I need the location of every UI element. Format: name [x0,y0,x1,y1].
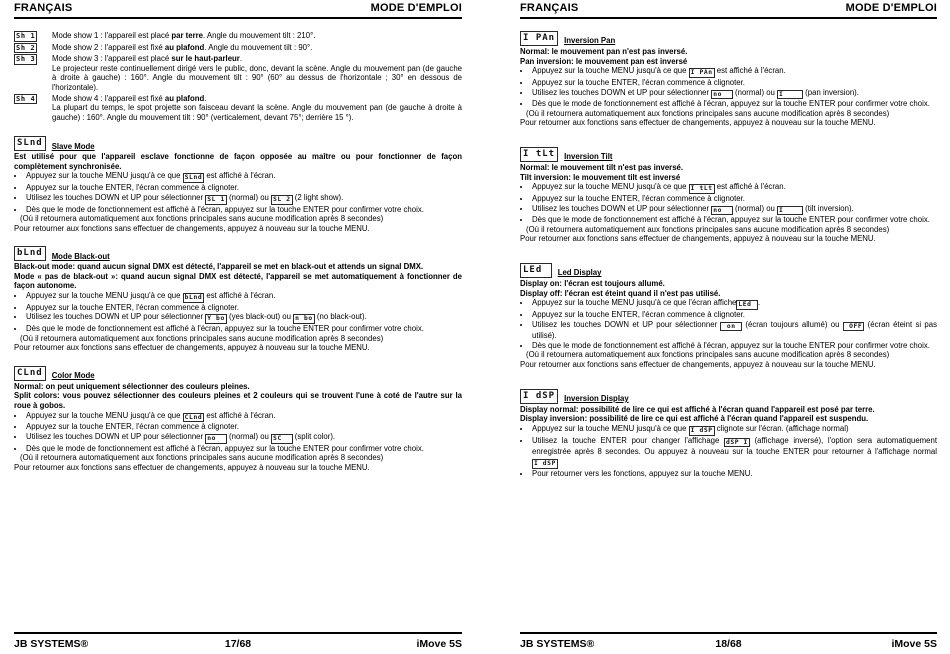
note-paragraph: (Où il retournera automatiquement aux fonctions principales sans aucune modification après 8 secondes) [526,224,890,234]
show-modes-list [14,31,462,122]
section-inversion-display [520,389,937,479]
bullet-item: • Appuyez sur la touche ENTER, l'écran commence à clignoter. [25,183,462,193]
bullet-item: • Appuyez sur la touche MENU jusqu'à ce que I tLt est affiché à l'écran. [531,182,937,194]
bullet-item: • Pour retourner vers les fonctions, appuyez sur la touche MENU. [531,469,937,479]
lcd-code: SLnd [184,174,203,182]
footer-brand: JB SYSTEMS® [520,638,595,650]
outro-paragraph: Pour retourner aux fonctions sans effectuer de changements, appuyez à nouveau sur la touche MENU. [520,234,876,244]
bullet-item: • Utilisez les touches DOWN et UP pour sélectionner SL 1 (normal) ou SL 2 (2 light show). [25,193,462,205]
section-color-mode [14,366,462,473]
lcd-code-clnd: CLnd [14,366,46,381]
lcd-code: SL 1 [207,195,225,203]
intro-paragraph: Display inversion: possibilité de lire ce qui est affiché à l'écran quand l'appareil est suspendu. [520,414,869,424]
intro-paragraph: Split colors: vous pouvez sélectionner des couleurs pleines et 2 couleurs qui se trouvent l'une à coté de l'autre sur la roue à gobos. [14,391,462,411]
footer-page-number: 18/68 [715,638,742,650]
lcd-code: on [722,322,741,330]
bullet-item: • Dès que le mode de fonctionnement est affiché à l'écran, appuyez sur la touche ENTER pour confirmer votre choix. [25,444,462,454]
lcd-code-sh2: Sh 2 [16,43,36,52]
bullet-item: • Appuyez sur la touche ENTER, l'écran commence à clignoter. [531,310,937,320]
lcd-code: I tLt [690,185,713,193]
bullet-item: • Appuyez sur la touche MENU jusqu'à ce que I dSP clignote sur l'écran. (affichage normal) [531,424,937,436]
bullet-item: • Dès que le mode de fonctionnement est affiché à l'écran, appuyez sur la touche ENTER pour confirmer votre choix. [25,205,462,215]
bullet-item: • Appuyez sur la touche MENU jusqu'à ce que bLnd est affiché à l'écran. [25,291,462,303]
page-footer [520,632,937,650]
lcd-code: n bo [295,315,313,323]
page-right [520,0,937,654]
bullet-item: • Utilisez les touches DOWN et UP pour sélectionner Y bo (yes black-out) ou n bo (no black-out). [25,312,462,324]
show-mode-item [14,43,462,54]
section-title: Color Mode [51,371,95,381]
show-mode-text: Mode show 3 : l'appareil est placé sur le haut-parleur. [52,54,243,64]
bullet-item: • Appuyez sur la touche MENU jusqu'à ce que l'écran affiche LEd . [531,298,937,310]
bullet-item: • Dès que le mode de fonctionnement est affiché à l'écran, appuyez sur la touche ENTER pour confirmer votre choix. [531,341,937,351]
header-title: MODE D'EMPLOI [845,2,937,14]
section-slave-mode [14,136,462,233]
section-title: Inversion Tilt [564,152,613,162]
bullet-item: • Utilisez les touches DOWN et UP pour sélectionner no (normal) ou I (pan inversion). [531,88,937,100]
footer-product: iMove 5S [416,638,462,650]
section-title: Inversion Display [564,394,629,404]
lcd-code-slnd: SLnd [14,136,46,151]
outro-paragraph: Pour retourner aux fonctions sans effectuer de changements, appuyez à nouveau sur la touche MENU. [14,343,370,353]
intro-paragraph: Black-out mode: quand aucun signal DMX est détecté, l'appareil se met en black-out et attends un signal DMX. [14,262,424,272]
lcd-code-sh1: Sh 1 [16,32,36,40]
footer-product: iMove 5S [891,638,937,650]
note-paragraph: (Où il retournera automatiquement aux fonctions principales sans aucune modification après 8 secondes) [526,108,890,118]
footer-page-number: 17/68 [224,638,252,650]
bullet-item: • Dès que le mode de fonctionnement est affiché à l'écran, appuyez sur la touche ENTER pour confirmer votre choix. [531,99,937,109]
section-title: Mode Black-out [51,251,110,261]
lcd-code: bLnd [184,294,203,302]
lcd-code: no [207,434,225,442]
page-header [14,0,462,19]
bullet-item: • Dès que le mode de fonctionnement est affiché à l'écran, appuyez sur la touche ENTER pour confirmer votre choix. [531,215,937,225]
lcd-code: LEd [738,301,756,309]
show-mode-continuation: Le projecteur reste continuellement dirigé vers le public, donc, devant la scène. Angle du mouvement pan (de gauche à droite à gauche) : 160°. Angle du mouvement tilt : 90° (60° au dessus de l'horizontale ; 30° en dessous de l'horizontale). [52,63,462,92]
intro-paragraph: Mode « pas de black-out »: quand aucun signal DMX est détecté, l'appareil se met automatiquement à fonctionner de façon autonome. [14,271,462,291]
bullet-item: • Utilisez les touches DOWN et UP pour sélectionner no (normal) ou SC (split color). [25,432,462,444]
note-paragraph: (Où il retournera automatiquement aux fonctions principales sans aucune modification après 8 secondes) [20,453,384,463]
lcd-code: SC [273,434,291,442]
intro-paragraph: Normal: le mouvement tilt n'est pas inversé. [520,163,684,173]
page-footer [14,632,462,650]
lcd-code: I [779,206,802,214]
lcd-code-ipan: I PAn [520,31,558,46]
instruction-list [520,66,937,109]
bullet-item: • Appuyez sur la touche MENU jusqu'à ce que SLnd est affiché à l'écran. [25,171,462,183]
lcd-code: OFF [844,322,863,330]
lcd-code: Y bo [207,315,225,323]
intro-paragraph: Normal: on peut uniquement sélectionner des couleurs pleines. [14,381,250,391]
lcd-code: I [779,90,802,98]
section-title: Led Display [557,268,602,278]
section-title: Inversion Pan [564,36,616,46]
section-title: Slave Mode [51,141,95,151]
outro-paragraph: Pour retourner aux fonctions sans effectuer de changements, appuyez à nouveau sur la touche MENU. [14,223,370,233]
section-inversion-tilt [520,147,937,244]
lcd-code-sh4: Sh 4 [16,94,36,103]
page-left [14,0,462,654]
header-language-label: FRANÇAIS [14,2,73,14]
lcd-code: I PAn [690,69,713,77]
lcd-code: I dSP [690,426,713,434]
header-title: MODE D'EMPLOI [370,2,462,14]
bullet-item: • Appuyez sur la touche ENTER, l'écran commence à clignoter. [25,303,462,313]
intro-paragraph: Display normal: possibilité de lire ce qui est affiché à l'écran quand l'appareil est posé par terre. [520,404,875,414]
bullet-item: • Appuyez sur la touche ENTER, l'écran commence à clignoter. [25,422,462,432]
instruction-list [520,424,937,478]
show-mode-item [14,54,462,92]
intro-paragraph: Pan inversion: le mouvement pan est inversé [520,56,688,66]
note-paragraph: (Où il retournera automatiquement aux fonctions principales sans aucune modification après 8 secondes) [20,333,384,343]
lcd-code: dSP I [725,438,748,446]
page-header [520,0,937,19]
bullet-item: • Utilisez les touches DOWN et UP pour sélectionner no (normal) ou I (tilt inversion). [531,204,937,216]
section-led-display [520,263,937,370]
bullet-item: • Appuyez sur la touche ENTER, l'écran commence à clignoter. [531,78,937,88]
intro-paragraph: Display on: l'écran est toujours allumé. [520,279,665,289]
lcd-code: SL 2 [273,195,291,203]
lcd-code-blnd: bLnd [14,246,46,261]
note-paragraph: (Où il retournera automatiquement aux fonctions principales sans aucune modification après 8 secondes) [20,214,384,224]
page-content [14,19,462,472]
show-mode-text: Mode show 4 : l'appareil est fixé au plafond. [52,93,207,103]
bullet-item: • Dès que le mode de fonctionnement est affiché à l'écran, appuyez sur la touche ENTER pour confirmer votre choix. [25,324,462,334]
instruction-list [520,298,937,350]
intro-paragraph: Est utilisé pour que l'appareil esclave fonctionne de façon opposée au maître ou pour fonctionner de façon complètement synchronisée. [14,152,462,171]
outro-paragraph: Pour retourner aux fonctions sans effectuer de changements, appuyez à nouveau sur la touche MENU. [520,118,876,128]
bullet-item: • Utilisez les touches DOWN et UP pour sélectionner on (écran toujours allumé) ou OFF (écran éteint si pas utilisé). [531,320,937,341]
lcd-code-idsp: I dSP [520,389,558,404]
lcd-code: no [713,206,731,214]
bullet-item: • Appuyez sur la touche MENU jusqu'à ce que I PAn est affiché à l'écran. [531,66,937,78]
outro-paragraph: Pour retourner aux fonctions sans effectuer de changements, appuyez à nouveau sur la touche MENU. [14,462,370,472]
lcd-code: CLnd [184,413,203,421]
show-mode-item [14,31,462,42]
instruction-list [14,291,462,334]
footer-brand: JB SYSTEMS® [14,638,89,650]
section-blackout-mode [14,246,462,353]
instruction-list [520,182,937,225]
show-mode-text: Mode show 2 : l'appareil est fixé au plafond. Angle du mouvement tilt : 90°. [52,42,313,52]
show-mode-continuation: La plupart du temps, le spot projette son faisceau devant la scène. Angle du mouvement pan (de gauche à droite à gauche) : 160°. Angle du mouvement tilt : 90° (verticalement, devant 75°; derrière 15 °). [52,103,462,122]
bullet-item: • Appuyez sur la touche ENTER, l'écran commence à clignoter. [531,194,937,204]
section-inversion-pan [520,31,937,128]
lcd-code: no [713,90,731,98]
bullet-item: • Appuyez sur la touche MENU jusqu'à ce que CLnd est affiché à l'écran. [25,411,462,423]
intro-paragraph: Tilt inversion: le mouvement tilt est inversé [520,172,681,182]
bullet-item: • Utilisez la touche ENTER pour changer l'affichage dSP I (affichage inversé), l'option sera automatiquement enregistrée après 8 secondes. Ou appuyez à nouveau sur la touche ENTER pour retourner à l'affichage normal I dSP [531,436,937,469]
lcd-code-sh3: Sh 3 [16,55,36,64]
lcd-code-itlt: I tLt [520,147,558,162]
instruction-list [14,411,462,454]
page-content [520,19,937,478]
lcd-code: I dSP [534,459,556,467]
outro-paragraph: Pour retourner aux fonctions sans effectuer de changements, appuyez à nouveau sur la touche MENU. [520,360,876,369]
show-mode-text: Mode show 1 : l'appareil est placé par terre. Angle du mouvement tilt : 210°. [52,31,316,40]
instruction-list [14,171,462,214]
note-paragraph: (Où il retournera automatiquement aux fonctions principales sans aucune modification après 8 secondes) [526,350,890,360]
intro-paragraph: Display off: l'écran est éteint quand il n'est pas utilisé. [520,288,721,298]
header-language-label: FRANÇAIS [520,2,579,14]
lcd-code-led: LEd [520,263,552,278]
show-mode-item [14,94,462,123]
intro-paragraph: Normal: le mouvement pan n'est pas inversé. [520,47,688,57]
